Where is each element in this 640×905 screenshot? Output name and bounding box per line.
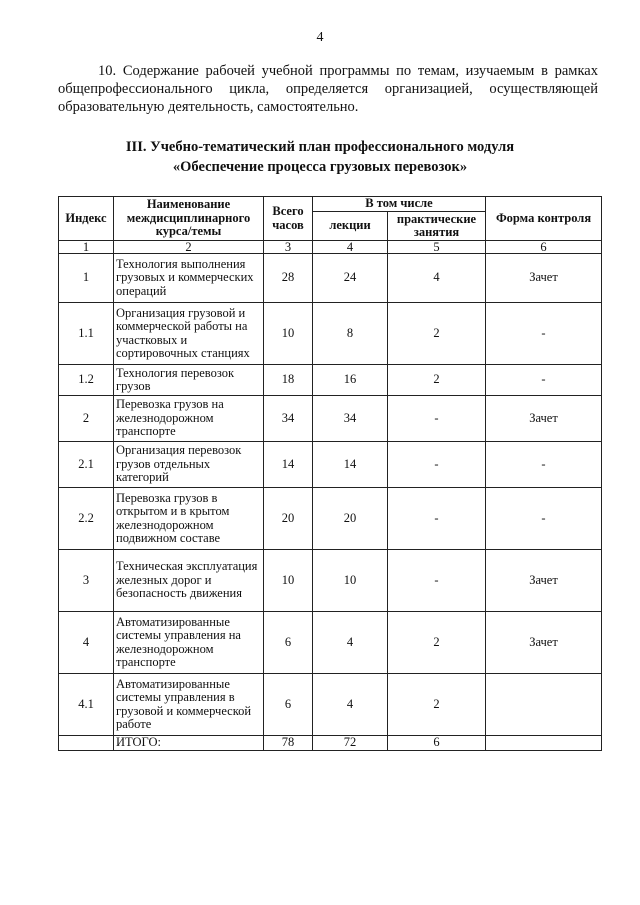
cell-practice: - [388, 442, 486, 488]
table-row [59, 442, 602, 488]
header-row [59, 197, 602, 212]
table-row [59, 365, 602, 396]
cell-practice: - [388, 488, 486, 550]
column-number: 5 [388, 241, 486, 254]
column-number-row [59, 241, 602, 254]
total-hours: 78 [264, 736, 313, 751]
cell-index: 2.1 [59, 442, 114, 488]
cell-index: 1.1 [59, 303, 114, 365]
cell-control: - [486, 442, 602, 488]
cell-total: 34 [264, 396, 313, 442]
cell-practice: 4 [388, 254, 486, 303]
cell-name: Автоматизированные системы управления на железнодорожном транспорте [114, 612, 264, 674]
total-practice: 6 [388, 736, 486, 751]
cell-lectures: 8 [313, 303, 388, 365]
cell-total: 14 [264, 442, 313, 488]
column-number: 3 [264, 241, 313, 254]
cell-index: 2 [59, 396, 114, 442]
section-title [0, 137, 640, 177]
table-row [59, 396, 602, 442]
header-index: Индекс [59, 197, 114, 241]
cell-total: 10 [264, 550, 313, 612]
cell-name: Перевозка грузов на железнодорожном транспорте [114, 396, 264, 442]
column-number: 6 [486, 241, 602, 254]
cell-lectures: 24 [313, 254, 388, 303]
header-control: Форма контроля [486, 197, 602, 241]
total-label: ИТОГО: [114, 736, 264, 751]
cell-lectures: 14 [313, 442, 388, 488]
section-title-line-1: III. Учебно-тематический план профессионального модуля [125, 139, 515, 155]
cell-control: Зачет [486, 550, 602, 612]
intro-paragraph: 10. Содержание рабочей учебной программы по темам, изучаемым в рамках общепрофессионального цикла, определяется организацией, осуществляющей образовательную деятельность, самостоятельно. [58, 63, 598, 115]
cell-total: 28 [264, 254, 313, 303]
header-practice: практические занятия [388, 212, 486, 241]
cell-control [486, 674, 602, 736]
cell-lectures: 34 [313, 396, 388, 442]
cell-index: 1.2 [59, 365, 114, 396]
table-row [59, 550, 602, 612]
cell-index: 2.2 [59, 488, 114, 550]
cell-name: Организация грузовой и коммерческой работы на участковых и сортировочных станциях [114, 303, 264, 365]
cell-practice: - [388, 396, 486, 442]
cell-lectures: 16 [313, 365, 388, 396]
header-name: Наименование междисциплинарного курса/темы [114, 197, 264, 241]
cell-name: Технология перевозок грузов [114, 365, 264, 396]
cell-index: 1 [59, 254, 114, 303]
cell-practice: - [388, 550, 486, 612]
cell-practice: 2 [388, 674, 486, 736]
cell-total: 6 [264, 612, 313, 674]
cell-lectures: 10 [313, 550, 388, 612]
table-row [59, 612, 602, 674]
cell-total: 18 [264, 365, 313, 396]
cell-name: Технология выполнения грузовых и коммерческих операций [114, 254, 264, 303]
header-lectures: лекции [313, 212, 388, 241]
cell-index: 4 [59, 612, 114, 674]
column-number: 1 [59, 241, 114, 254]
cell-total: 20 [264, 488, 313, 550]
cell-index: 4.1 [59, 674, 114, 736]
cell-lectures: 20 [313, 488, 388, 550]
cell-name: Перевозка грузов в открытом и в крытом железнодорожном подвижном составе [114, 488, 264, 550]
cell-control: Зачет [486, 254, 602, 303]
cell-practice: 2 [388, 303, 486, 365]
table-row [59, 254, 602, 303]
cell-practice: 2 [388, 365, 486, 396]
total-index [59, 736, 114, 751]
cell-total: 10 [264, 303, 313, 365]
cell-name: Автоматизированные системы управления в грузовой и коммерческой работе [114, 674, 264, 736]
section-title-line-2: «Обеспечение процесса грузовых перевозок» [172, 159, 468, 175]
table-row [59, 674, 602, 736]
curriculum-table [58, 196, 602, 751]
cell-index: 3 [59, 550, 114, 612]
column-number: 4 [313, 241, 388, 254]
cell-control: - [486, 365, 602, 396]
cell-control: Зачет [486, 612, 602, 674]
column-number: 2 [114, 241, 264, 254]
table-row [59, 488, 602, 550]
total-control [486, 736, 602, 751]
header-total: Всего часов [264, 197, 313, 241]
cell-lectures: 4 [313, 612, 388, 674]
table-row [59, 303, 602, 365]
cell-practice: 2 [388, 612, 486, 674]
cell-control: - [486, 303, 602, 365]
cell-total: 6 [264, 674, 313, 736]
header-including: В том числе [313, 197, 486, 212]
cell-name: Организация перевозок грузов отдельных категорий [114, 442, 264, 488]
page-number: 4 [316, 30, 324, 45]
cell-name: Техническая эксплуатация железных дорог и безопасность движения [114, 550, 264, 612]
cell-control: - [486, 488, 602, 550]
cell-lectures: 4 [313, 674, 388, 736]
total-row [59, 736, 602, 751]
total-lectures: 72 [313, 736, 388, 751]
cell-control: Зачет [486, 396, 602, 442]
